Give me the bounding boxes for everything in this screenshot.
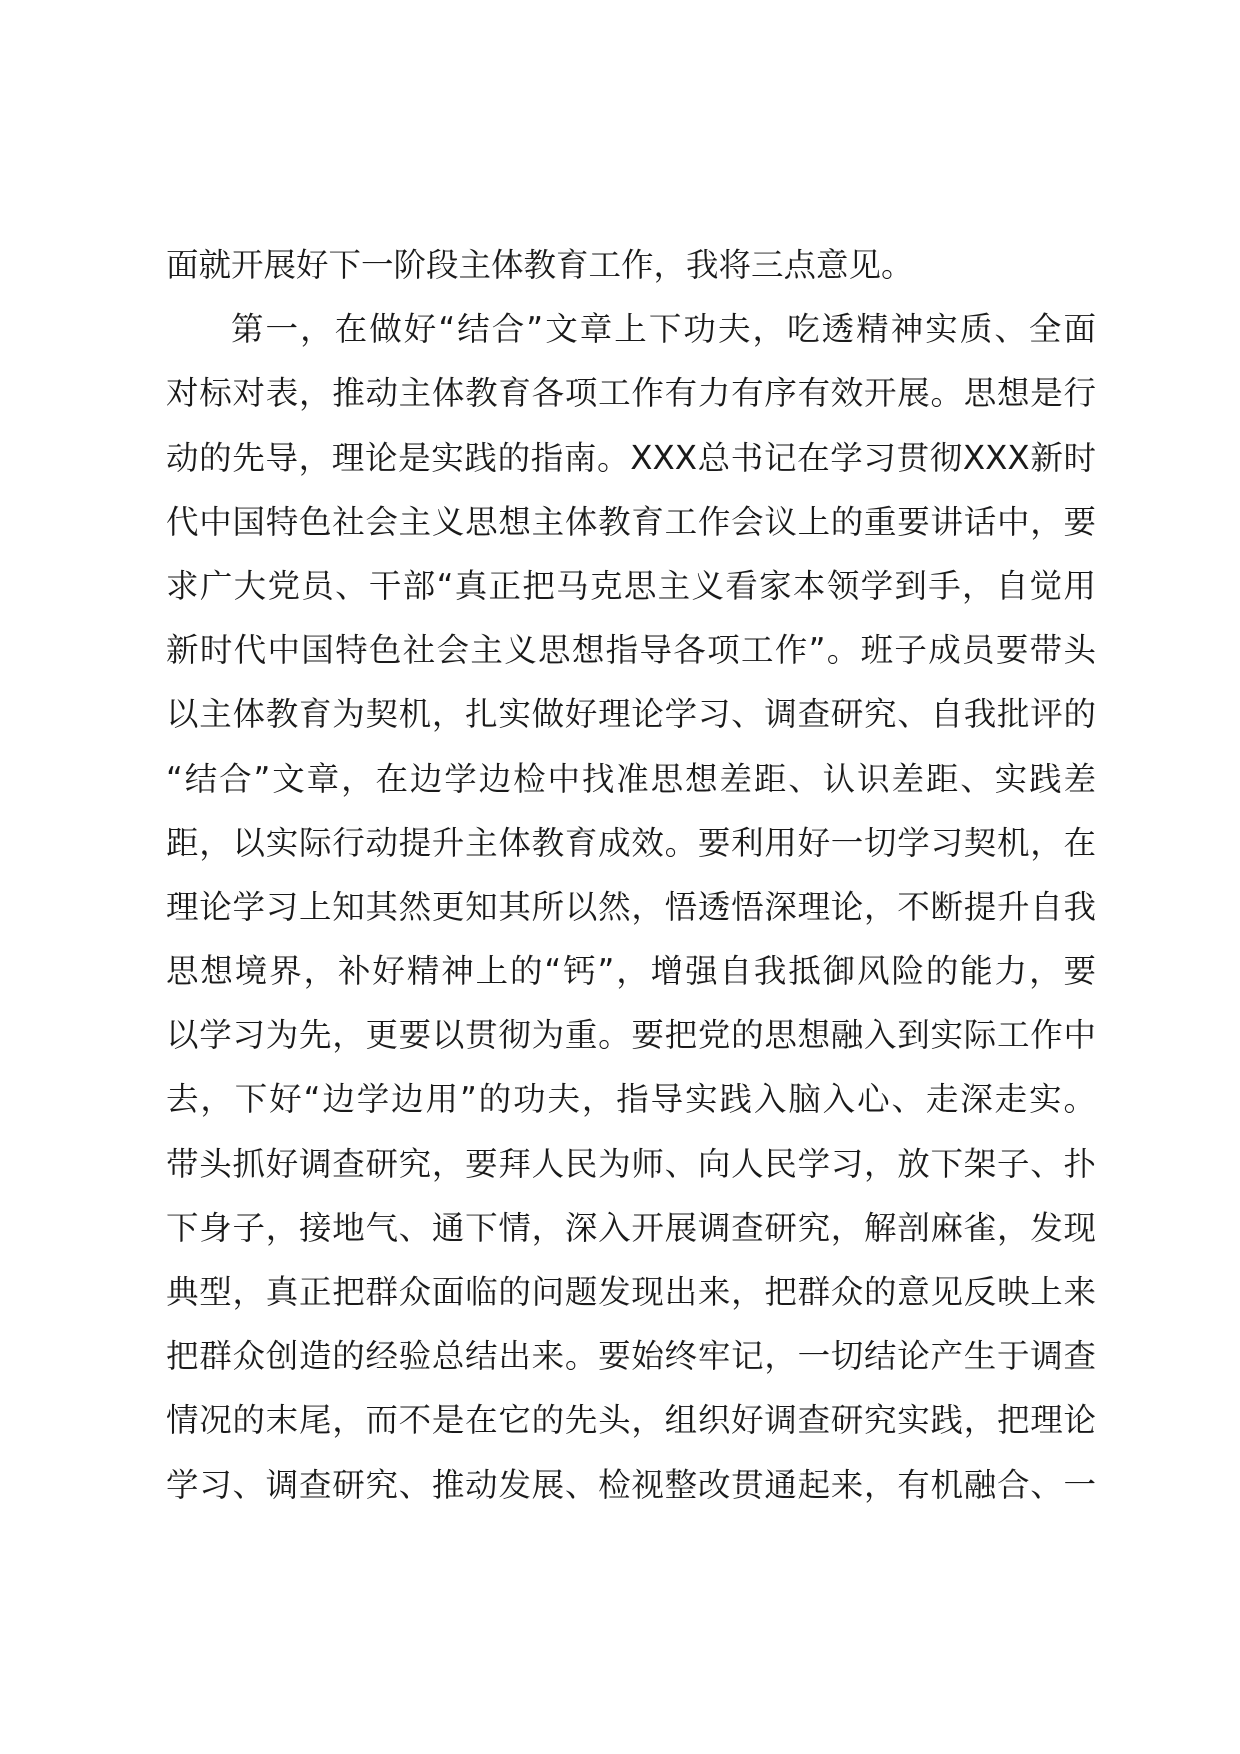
text-line: 以主体教育为契机，扎实做好理论学习、调查研究、自我批评的 (166, 695, 1096, 734)
text-line: 理论学习上知其然更知其所以然，悟透悟深理论，不断提升自我 (166, 887, 1096, 926)
text-line: 距，以实际行动提升主体教育成效。要利用好一切学习契机，在 (166, 823, 1096, 862)
text-line: “结合”文章，在边学边检中找准思想差距、认识差距、实践差 (166, 759, 1096, 798)
text-line: 新时代中国特色社会主义思想指导各项工作”。班子成员要带头 (166, 631, 1096, 670)
text-line: 典型，真正把群众面临的问题发现出来，把群众的意见反映上来 (166, 1273, 1096, 1311)
text-line: 带头抓好调查研究，要拜人民为师、向人民学习，放下架子、扑 (166, 1144, 1096, 1183)
text-line: 思想境界，补好精神上的“钙”，增强自我抵御风险的能力，要 (166, 952, 1096, 991)
text-line: 对标对表，推动主体教育各项工作有力有序有效开展。思想是行 (166, 374, 1096, 413)
text-line: 以学习为先，更要以贯彻为重。要把党的思想融入到实际工作中 (166, 1016, 1096, 1055)
text-line: 把群众创造的经验总结出来。要始终牢记，一切结论产生于调查 (166, 1337, 1096, 1376)
text-line: 动的先导，理论是实践的指南。XXX总书记在学习贯彻XXX新时 (166, 438, 1096, 477)
text-line: 学习、调查研究、推动发展、检视整改贯通起来，有机融合、一 (166, 1465, 1096, 1504)
text-line: 代中国特色社会主义思想主体教育工作会议上的重要讲话中，要 (166, 502, 1096, 541)
text-line: 去，下好“边学边用”的功夫，指导实践入脑入心、走深走实。 (166, 1080, 1096, 1119)
text-line: 情况的末尾，而不是在它的先头，组织好调查研究实践，把理论 (166, 1401, 1096, 1440)
text-line: 求广大党员、干部“真正把马克思主义看家本领学到手，自觉用 (166, 566, 1096, 605)
body-text (166, 233, 1096, 1517)
paragraph-first-line: 第一，在做好“结合”文章上下功夫，吃透精神实质、全面 (231, 310, 1096, 349)
text-line: 面就开展好下一阶段主体教育工作，我将三点意见。 (166, 246, 914, 284)
text-line: 下身子，接地气、通下情，深入开展调查研究，解剖麻雀，发现 (166, 1208, 1096, 1247)
